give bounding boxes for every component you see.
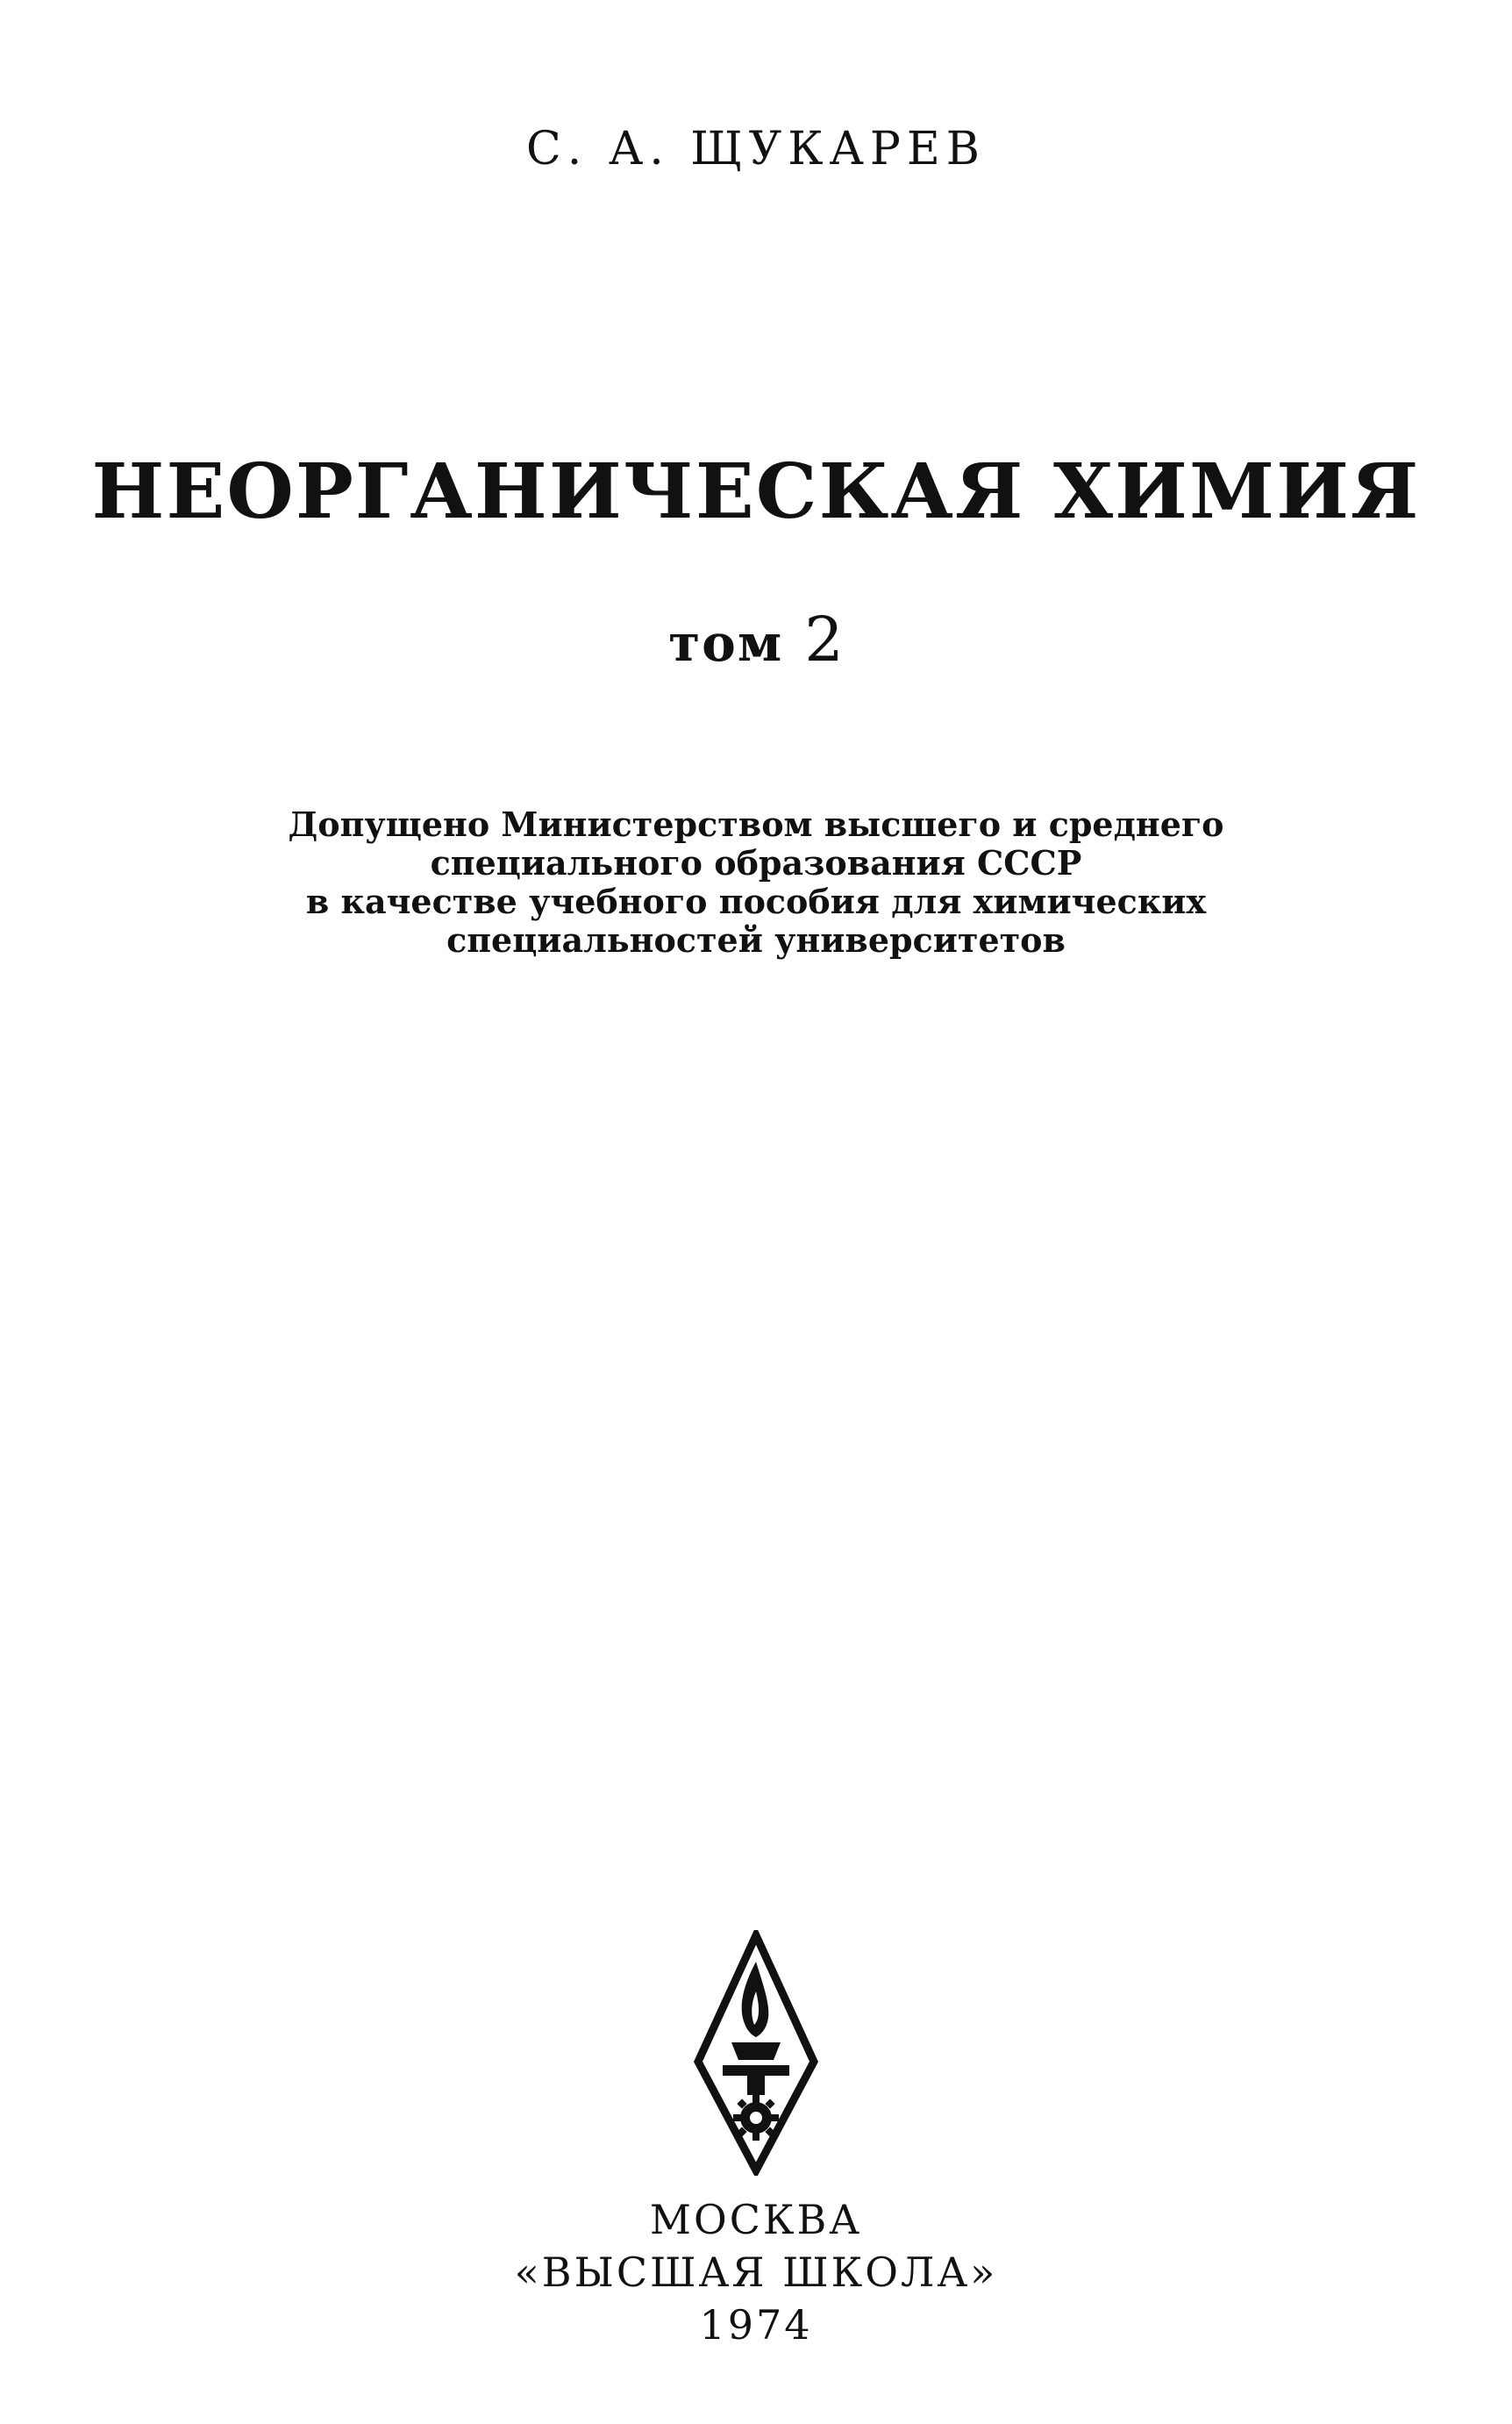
approval-line: Допущено Министерством высшего и среднего <box>288 804 1224 844</box>
imprint-publisher: «ВЫСШАЯ ШКОЛА» <box>514 2249 998 2296</box>
approval-line: специальностей университетов <box>446 920 1066 960</box>
book-title: НЕОРГАНИЧЕСКАЯ ХИМИЯ <box>91 447 1421 536</box>
imprint-year: 1974 <box>699 2301 813 2349</box>
approval-note <box>0 805 1512 960</box>
volume-number: 2 <box>804 604 844 676</box>
volume-word: том <box>668 613 784 673</box>
publisher-emblem-icon <box>693 1930 819 2176</box>
approval-line: в качестве учебного пособия для химических <box>305 882 1207 921</box>
volume-label <box>0 604 1512 676</box>
approval-line: специального образования СССР <box>430 843 1082 883</box>
imprint <box>0 2193 1512 2351</box>
author-name: С. А. ЩУКАРЕВ <box>526 123 986 175</box>
imprint-city: МОСКВА <box>649 2196 863 2243</box>
